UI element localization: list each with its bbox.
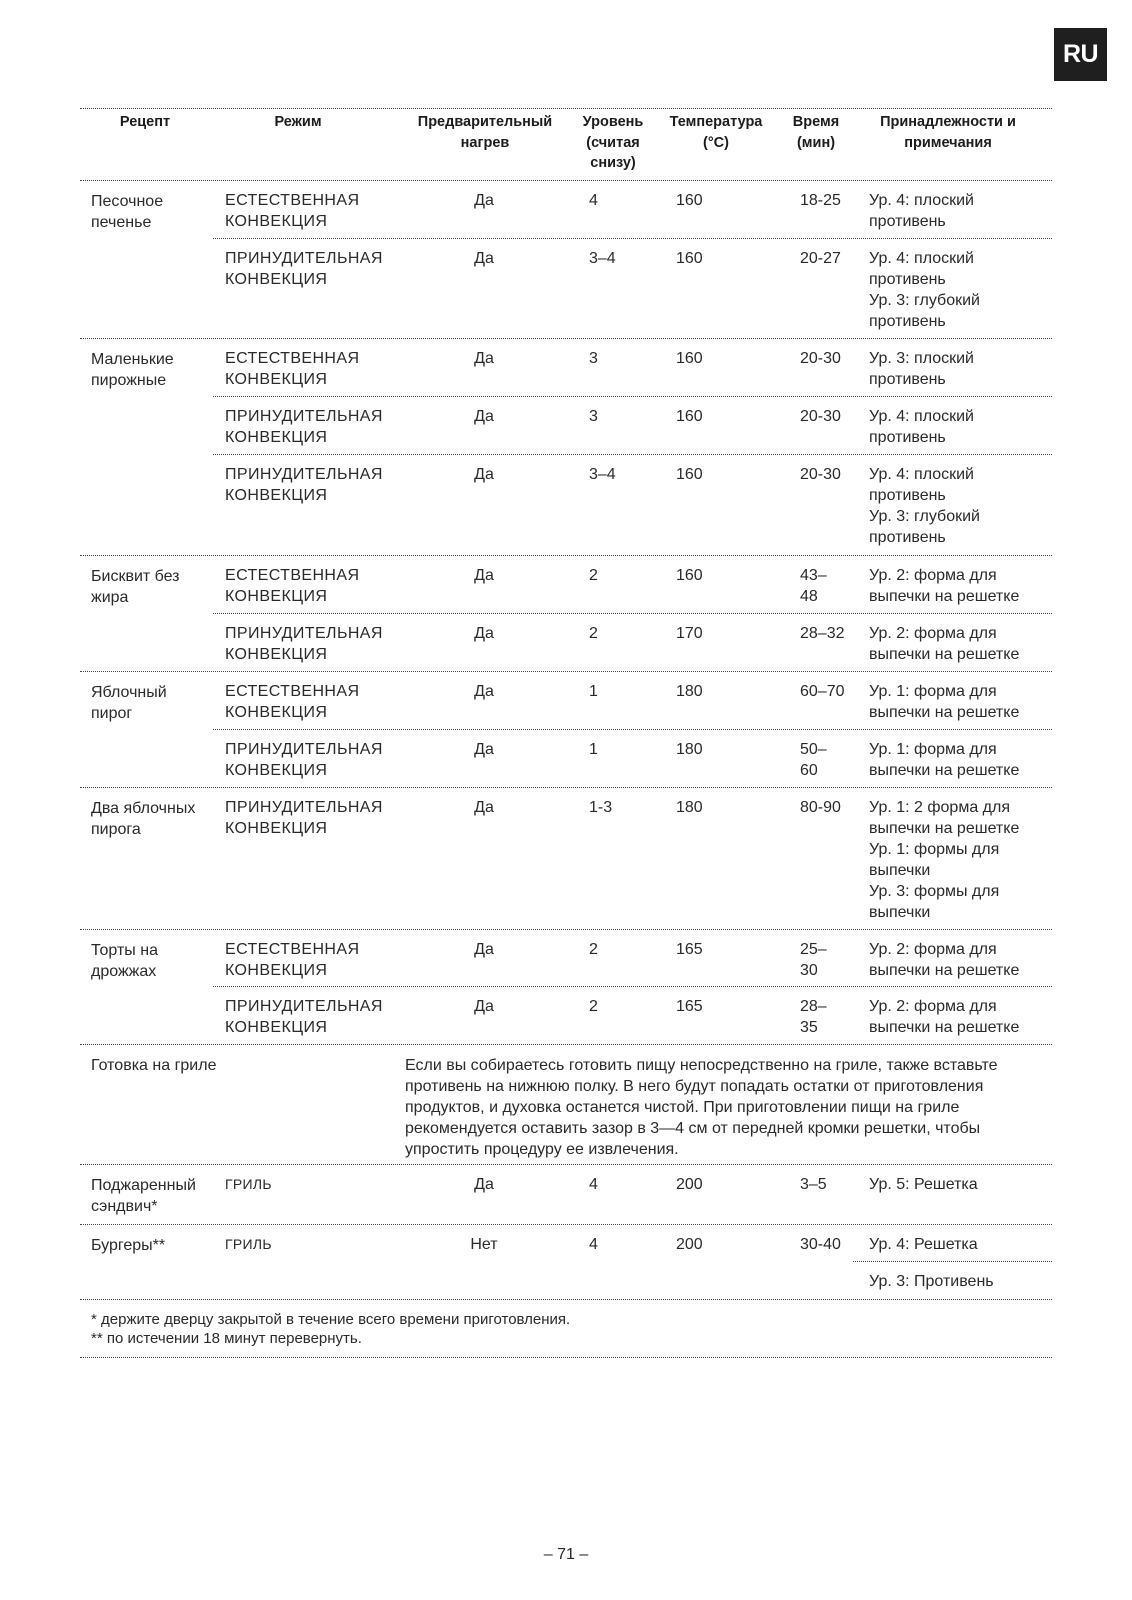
cooking-mode: ПРИНУДИТЕЛЬНАЯ КОНВЕКЦИЯ [225, 998, 383, 1036]
preheat-value: Да [474, 350, 494, 367]
dotted-divider [213, 986, 1052, 987]
dotted-divider [213, 396, 1052, 397]
preheat-value: Да [474, 408, 494, 425]
temperature-value: 200 [676, 1236, 703, 1253]
recipe-name: Бисквит без жира [91, 568, 180, 606]
header-time: Время (мин) [792, 114, 840, 151]
time-value: 20-30 [800, 408, 841, 425]
time-value: 20-30 [800, 350, 841, 367]
cooking-mode: ГРИЛЬ [225, 1236, 272, 1252]
recipe-name: Бургеры** [91, 1237, 166, 1254]
dotted-divider [80, 929, 1052, 930]
cooking-mode: ЕСТЕСТВЕННАЯ КОНВЕКЦИЯ [225, 567, 360, 605]
accessories-note: Ур. 2: форма для выпечки на решетке [869, 998, 1020, 1036]
temperature-value: 180 [676, 741, 703, 758]
cooking-mode: ЕСТЕСТВЕННАЯ КОНВЕКЦИЯ [225, 192, 360, 230]
header-accessories: Принадлежности и примечания [880, 114, 1016, 151]
accessories-note: Ур. 4: Решетка [869, 1236, 978, 1253]
dotted-divider [80, 180, 1052, 181]
page-number: – 71 – [543, 1546, 589, 1563]
cooking-mode: ПРИНУДИТЕЛЬНАЯ КОНВЕКЦИЯ [225, 408, 383, 446]
dotted-divider [80, 555, 1052, 556]
dotted-divider [80, 108, 1052, 109]
preheat-value: Да [474, 998, 494, 1015]
dotted-divider [213, 613, 1052, 614]
temperature-value: 160 [676, 567, 703, 584]
header-temperature: Температура (°С) [669, 114, 763, 151]
cooking-mode: ПРИНУДИТЕЛЬНАЯ КОНВЕКЦИЯ [225, 799, 383, 837]
preheat-value: Да [474, 941, 494, 958]
level-value: 2 [589, 625, 598, 642]
temperature-value: 160 [676, 350, 703, 367]
accessories-note: Ур. 1: 2 форма для выпечки на решетке Ур. 1: формы для выпечки Ур. 3: формы для выпечки [869, 799, 1020, 921]
recipe-name: Маленькие пирожные [91, 351, 174, 389]
preheat-value: Да [474, 799, 494, 816]
temperature-value: 180 [676, 683, 703, 700]
time-value: 50– 60 [800, 741, 827, 779]
accessories-note: Ур. 5: Решетка [869, 1176, 978, 1193]
footnote-1: * держите дверцу закрытой в течение всего времени приготовления. [91, 1311, 571, 1328]
level-value: 3 [589, 408, 598, 425]
time-value: 18-25 [800, 192, 841, 209]
preheat-value: Да [474, 1176, 494, 1193]
level-value: 3 [589, 350, 598, 367]
time-value: 3–5 [800, 1176, 827, 1193]
level-value: 3–4 [589, 466, 616, 483]
time-value: 20-30 [800, 466, 841, 483]
time-value: 60–70 [800, 683, 845, 700]
recipe-name: Два яблочных пирога [91, 800, 196, 838]
cooking-mode: ЕСТЕСТВЕННАЯ КОНВЕКЦИЯ [225, 683, 360, 721]
cooking-mode: ПРИНУДИТЕЛЬНАЯ КОНВЕКЦИЯ [225, 625, 383, 663]
cooking-mode: ГРИЛЬ [225, 1176, 272, 1192]
preheat-value: Да [474, 250, 494, 267]
accessories-note: Ур. 1: форма для выпечки на решетке [869, 741, 1020, 779]
time-value: 20-27 [800, 250, 841, 267]
accessories-note: Ур. 3: Противень [869, 1273, 994, 1290]
time-value: 43– 48 [800, 567, 827, 605]
footnote-2: ** по истечении 18 минут перевернуть. [91, 1330, 362, 1347]
accessories-note: Ур. 1: форма для выпечки на решетке [869, 683, 1020, 721]
recipe-name: Поджаренный сэндвич* [91, 1177, 196, 1215]
time-value: 80-90 [800, 799, 841, 816]
recipe-name: Песочное печенье [91, 193, 164, 231]
header-level: Уровень (считая снизу) [582, 114, 644, 171]
recipe-name: Торты на дрожжах [91, 942, 158, 980]
time-value: 30-40 [800, 1236, 841, 1253]
dotted-divider [213, 454, 1052, 455]
temperature-value: 200 [676, 1176, 703, 1193]
dotted-divider [213, 729, 1052, 730]
accessories-note: Ур. 3: плоский противень [869, 350, 974, 388]
cooking-mode: ПРИНУДИТЕЛЬНАЯ КОНВЕКЦИЯ [225, 741, 383, 779]
accessories-note: Ур. 2: форма для выпечки на решетке [869, 941, 1020, 979]
dotted-divider [80, 1224, 1052, 1225]
temperature-value: 170 [676, 625, 703, 642]
dotted-divider [80, 787, 1052, 788]
dotted-divider [80, 1164, 1052, 1165]
time-value: 28– 35 [800, 998, 827, 1036]
preheat-value: Да [474, 192, 494, 209]
level-value: 1 [589, 683, 598, 700]
cooking-mode: ПРИНУДИТЕЛЬНАЯ КОНВЕКЦИЯ [225, 250, 383, 288]
accessories-note: Ур. 4: плоский противень Ур. 3: глубокий противень [869, 250, 980, 330]
grill-section-title: Готовка на гриле [91, 1057, 217, 1074]
level-value: 1 [589, 741, 598, 758]
dotted-divider [80, 1299, 1052, 1300]
header-recipe: Рецепт [119, 114, 171, 130]
dotted-divider [213, 238, 1052, 239]
accessories-note: Ур. 4: плоский противень [869, 192, 974, 230]
level-value: 1-3 [589, 799, 613, 816]
level-value: 4 [589, 1176, 598, 1193]
language-badge: RU [1054, 28, 1107, 81]
level-value: 4 [589, 1236, 598, 1253]
level-value: 3–4 [589, 250, 616, 267]
preheat-value: Да [474, 625, 494, 642]
preheat-value: Да [474, 683, 494, 700]
temperature-value: 160 [676, 408, 703, 425]
preheat-value: Да [474, 567, 494, 584]
grill-info-text: Если вы собираетесь готовить пищу непосредственно на гриле, также вставьте противень на нижнюю полку. В него будут попадать остатки от приготовления продуктов, и духовка останется чистой. При приготовлении пищи на гриле рекомендуется оставить зазор в 3—4 см от передней кромки решетки, чтобы упростить процедуру ее извлечения. [405, 1057, 998, 1158]
time-value: 28–32 [800, 625, 845, 642]
header-preheat: Предварительный нагрев [417, 114, 553, 151]
recipe-name: Яблочный пирог [91, 684, 167, 722]
preheat-value: Нет [470, 1236, 498, 1253]
level-value: 4 [589, 192, 598, 209]
dotted-divider [80, 1044, 1052, 1045]
preheat-value: Да [474, 741, 494, 758]
cooking-mode: ПРИНУДИТЕЛЬНАЯ КОНВЕКЦИЯ [225, 466, 383, 504]
temperature-value: 160 [676, 192, 703, 209]
accessories-note: Ур. 4: плоский противень [869, 408, 974, 446]
temperature-value: 165 [676, 998, 703, 1015]
level-value: 2 [589, 567, 598, 584]
accessories-note: Ур. 2: форма для выпечки на решетке [869, 625, 1020, 663]
header-mode: Режим [274, 114, 322, 130]
accessories-note: Ур. 4: плоский противень Ур. 3: глубокий противень [869, 466, 980, 546]
cooking-mode: ЕСТЕСТВЕННАЯ КОНВЕКЦИЯ [225, 941, 360, 979]
preheat-value: Да [474, 466, 494, 483]
dotted-divider [853, 1261, 1052, 1262]
level-value: 2 [589, 998, 598, 1015]
dotted-divider [80, 671, 1052, 672]
dotted-divider [80, 1357, 1052, 1358]
temperature-value: 165 [676, 941, 703, 958]
temperature-value: 160 [676, 466, 703, 483]
level-value: 2 [589, 941, 598, 958]
temperature-value: 180 [676, 799, 703, 816]
time-value: 25– 30 [800, 941, 827, 979]
cooking-mode: ЕСТЕСТВЕННАЯ КОНВЕКЦИЯ [225, 350, 360, 388]
dotted-divider [80, 338, 1052, 339]
accessories-note: Ур. 2: форма для выпечки на решетке [869, 567, 1020, 605]
temperature-value: 160 [676, 250, 703, 267]
